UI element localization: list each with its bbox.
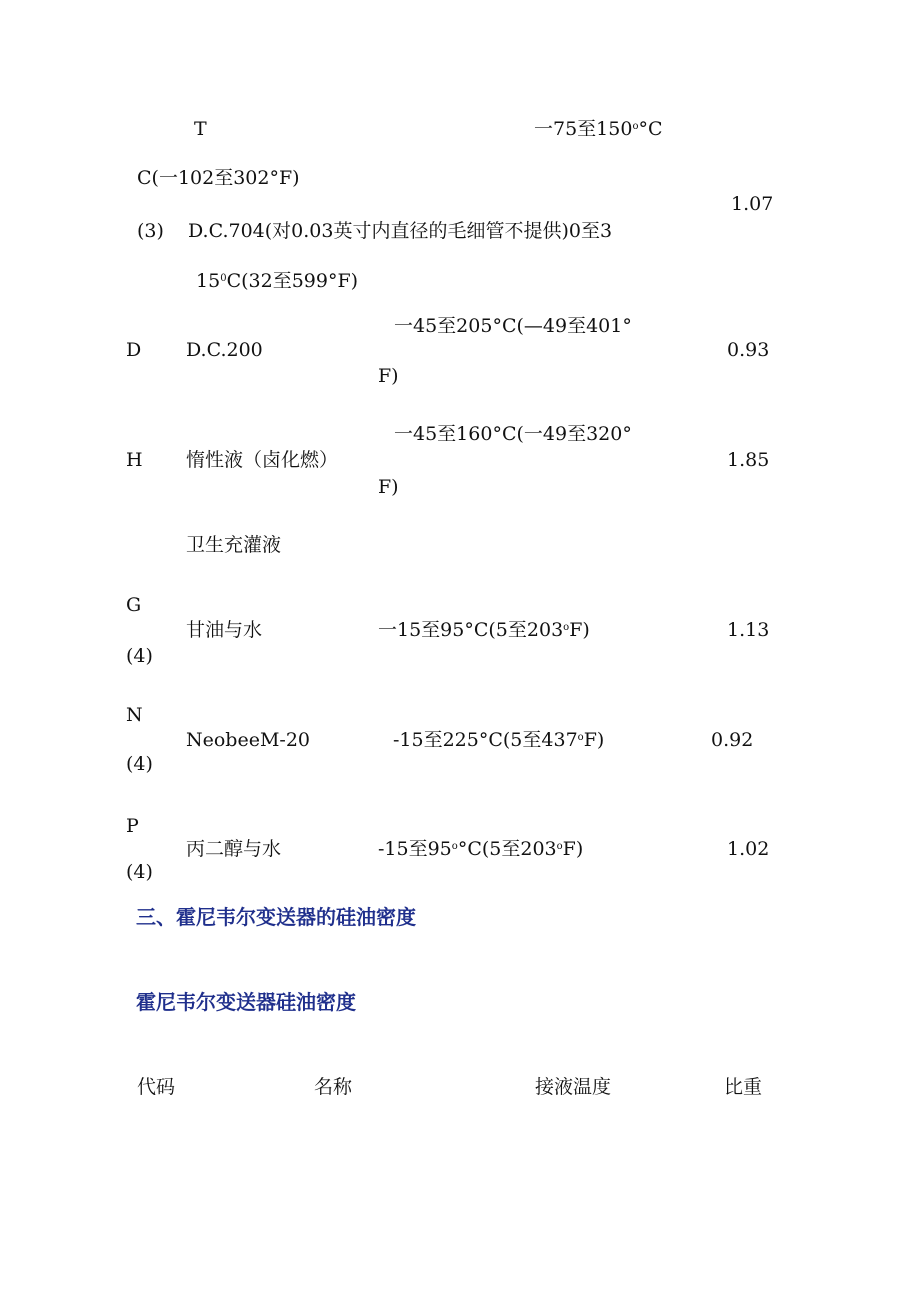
row-t-temp-line1: 一75至150$^o$°C bbox=[534, 118, 663, 140]
row-n-code: N bbox=[126, 704, 143, 726]
row-p-code: P bbox=[126, 815, 139, 837]
row-d-name: D.C.200 bbox=[186, 339, 263, 361]
table-header-gravity: 比重 bbox=[724, 1076, 763, 1098]
row-h-temp-line1: 一45至160°C(一49至320° bbox=[394, 423, 632, 445]
row-h-gravity: 1.85 bbox=[727, 449, 770, 471]
row-d-temp-line1: 一45至205°C(—49至401° bbox=[394, 315, 632, 337]
row-p-name: 丙二醇与水 bbox=[186, 838, 282, 860]
row-p-gravity: 1.02 bbox=[727, 838, 770, 860]
row-t-gravity: 1.07 bbox=[731, 193, 774, 215]
row-d-temp-line2: F) bbox=[378, 365, 399, 387]
row-3-name-line1: D.C.704(对0.03英寸内直径的毛细管不提供)0至3 bbox=[188, 220, 613, 242]
row-h-name: 惰性液（卤化燃） bbox=[186, 449, 339, 471]
row-n-name: NeobeeM-20 bbox=[186, 729, 311, 751]
table-header-name: 名称 bbox=[314, 1076, 353, 1098]
row-d-gravity: 0.93 bbox=[727, 339, 770, 361]
sanitary-fill-label: 卫生充灌液 bbox=[186, 534, 282, 556]
table-header-temp: 接液温度 bbox=[535, 1076, 612, 1098]
row-n-note: (4) bbox=[126, 753, 153, 775]
row-t-code: T bbox=[194, 118, 207, 140]
row-d-code: D bbox=[126, 339, 142, 361]
row-g-gravity: 1.13 bbox=[727, 619, 770, 641]
row-g-note: (4) bbox=[126, 645, 153, 667]
row-3-name-line2: $15^0C(32$至599°F) bbox=[196, 270, 359, 292]
row-t-temp-line2: C(一102至302°F) bbox=[137, 167, 300, 189]
row-g-code: G bbox=[126, 594, 142, 616]
row-n-gravity: 0.92 bbox=[711, 729, 754, 751]
section-heading: 三、霍尼韦尔变送器的硅油密度 bbox=[136, 905, 416, 929]
row-g-temp: 一15至95°C(5至203$^o$F) bbox=[378, 619, 590, 641]
row-h-temp-line2: F) bbox=[378, 476, 399, 498]
row-3-code: (3) bbox=[137, 220, 164, 242]
row-h-code: H bbox=[126, 449, 143, 471]
row-n-temp: -15至225°C(5至437$^o$F) bbox=[393, 729, 605, 751]
table-header-code: 代码 bbox=[137, 1076, 176, 1098]
row-p-temp: -15至95$^o$°C(5至203$^o$F) bbox=[378, 838, 584, 860]
row-p-note: (4) bbox=[126, 861, 153, 883]
row-g-name: 甘油与水 bbox=[186, 619, 263, 641]
section-subheading: 霍尼韦尔变送器硅油密度 bbox=[136, 990, 356, 1014]
